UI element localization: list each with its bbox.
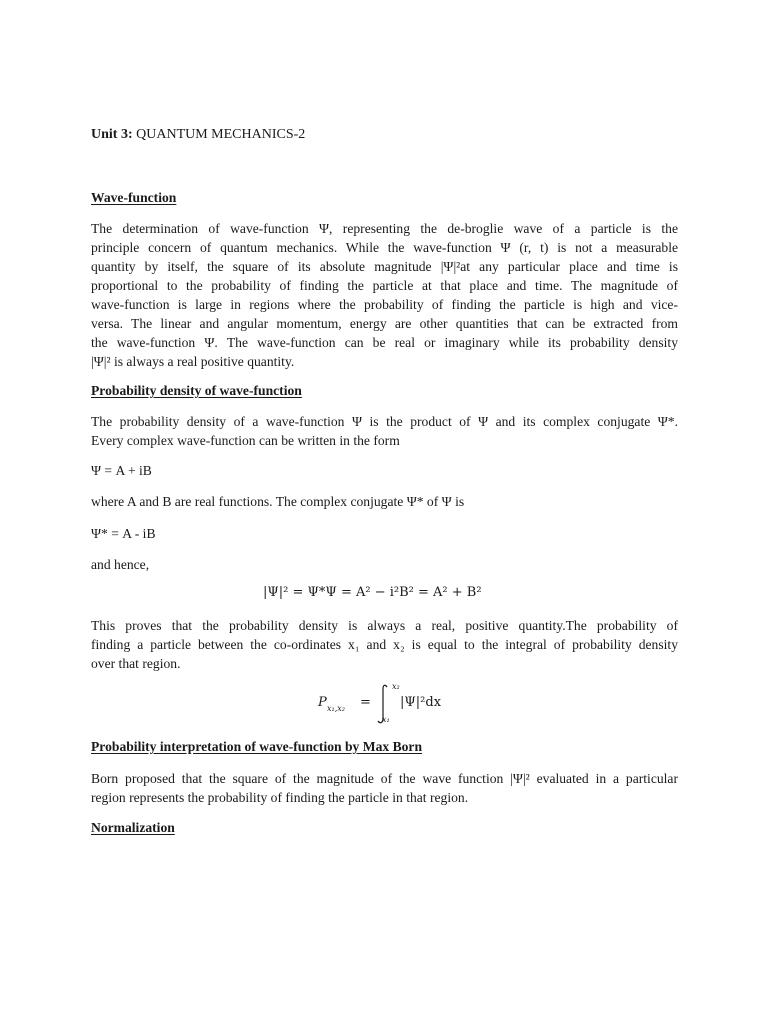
heading-probability-density: Probability density of wave-function [91, 383, 302, 398]
paragraph-line: |Ψ|² is always a real positive quantity. [91, 354, 295, 369]
paragraph-line: over that region. [91, 656, 181, 671]
equation-psi: Ψ = A + iB [91, 463, 152, 478]
integral-lhs: P [318, 695, 327, 710]
heading-born-interpretation: Probability interpretation of wave-function by Max Born [91, 739, 423, 754]
unit-label: Unit 3: [91, 127, 133, 142]
paragraph-proof [91, 616, 678, 673]
paragraph-line: principle concern of quantum mechanics. While the wave-function Ψ (r, t) is not a measurable [91, 240, 678, 255]
and-hence-text: and hence, [91, 557, 150, 572]
paragraph-born [91, 769, 678, 807]
paragraph-line: The determination of wave-function Ψ, representing the de-broglie wave of a particle is the [91, 221, 678, 236]
page-title [91, 127, 305, 143]
equation-psi-conjugate: Ψ* = A - iB [91, 526, 156, 541]
unit-subject: QUANTUM MECHANICS-2 [136, 127, 306, 142]
paragraph-probability-density-intro [91, 412, 678, 450]
paragraph-line: The probability density of a wave-function Ψ is the product of Ψ and its complex conjugate Ψ*. [91, 414, 678, 429]
heading-wave-function: Wave-function [91, 190, 177, 205]
equation-integral [318, 684, 458, 728]
integral-lhs-subscript: x₁,x₂ [327, 704, 345, 713]
heading-normalization: Normalization [91, 820, 175, 835]
integral-integrand: |Ψ|²dx [400, 695, 442, 710]
paragraph-line: versa. The linear and angular momentum, energy are other quantities that can be extracted from [91, 316, 678, 331]
paragraph-line: region represents the probability of finding the particle in that region. [91, 790, 469, 805]
paragraph-line: This proves that the probability density is always a real, positive quantity.The probability of [91, 618, 678, 633]
paragraph-line: Born proposed that the square of the magnitude of the wave function |Ψ|² evaluated in a particular [91, 771, 678, 786]
paragraph-line: the wave-function Ψ. The wave-function can be real or imaginary while its probability density [91, 335, 678, 350]
paragraph-wave-function [91, 219, 678, 371]
where-text: where A and B are real functions. The complex conjugate Ψ* of Ψ is [91, 494, 465, 509]
integral-equals: = [360, 695, 371, 710]
equation-probability-density: |Ψ|² = Ψ*Ψ = A² − i²B² = A² + B² [263, 585, 482, 600]
paragraph-line: proportional to the probability of finding the particle at that place and time. The magnitude of [91, 278, 678, 293]
paragraph-line: wave-function is large in regions where the probability of finding the particle is high and vice- [91, 297, 678, 312]
paragraph-line: quantity by itself, the square of its absolute magnitude |Ψ|²at any particular place and time is [91, 259, 678, 274]
integral-lower-limit: x₁ [382, 715, 390, 724]
integral-upper-limit: x₂ [392, 682, 400, 691]
paragraph-line: finding a particle between the co-ordinates x₁ and x₂ is equal to the integral of probability density [91, 637, 678, 652]
paragraph-line: Every complex wave-function can be written in the form [91, 433, 400, 448]
